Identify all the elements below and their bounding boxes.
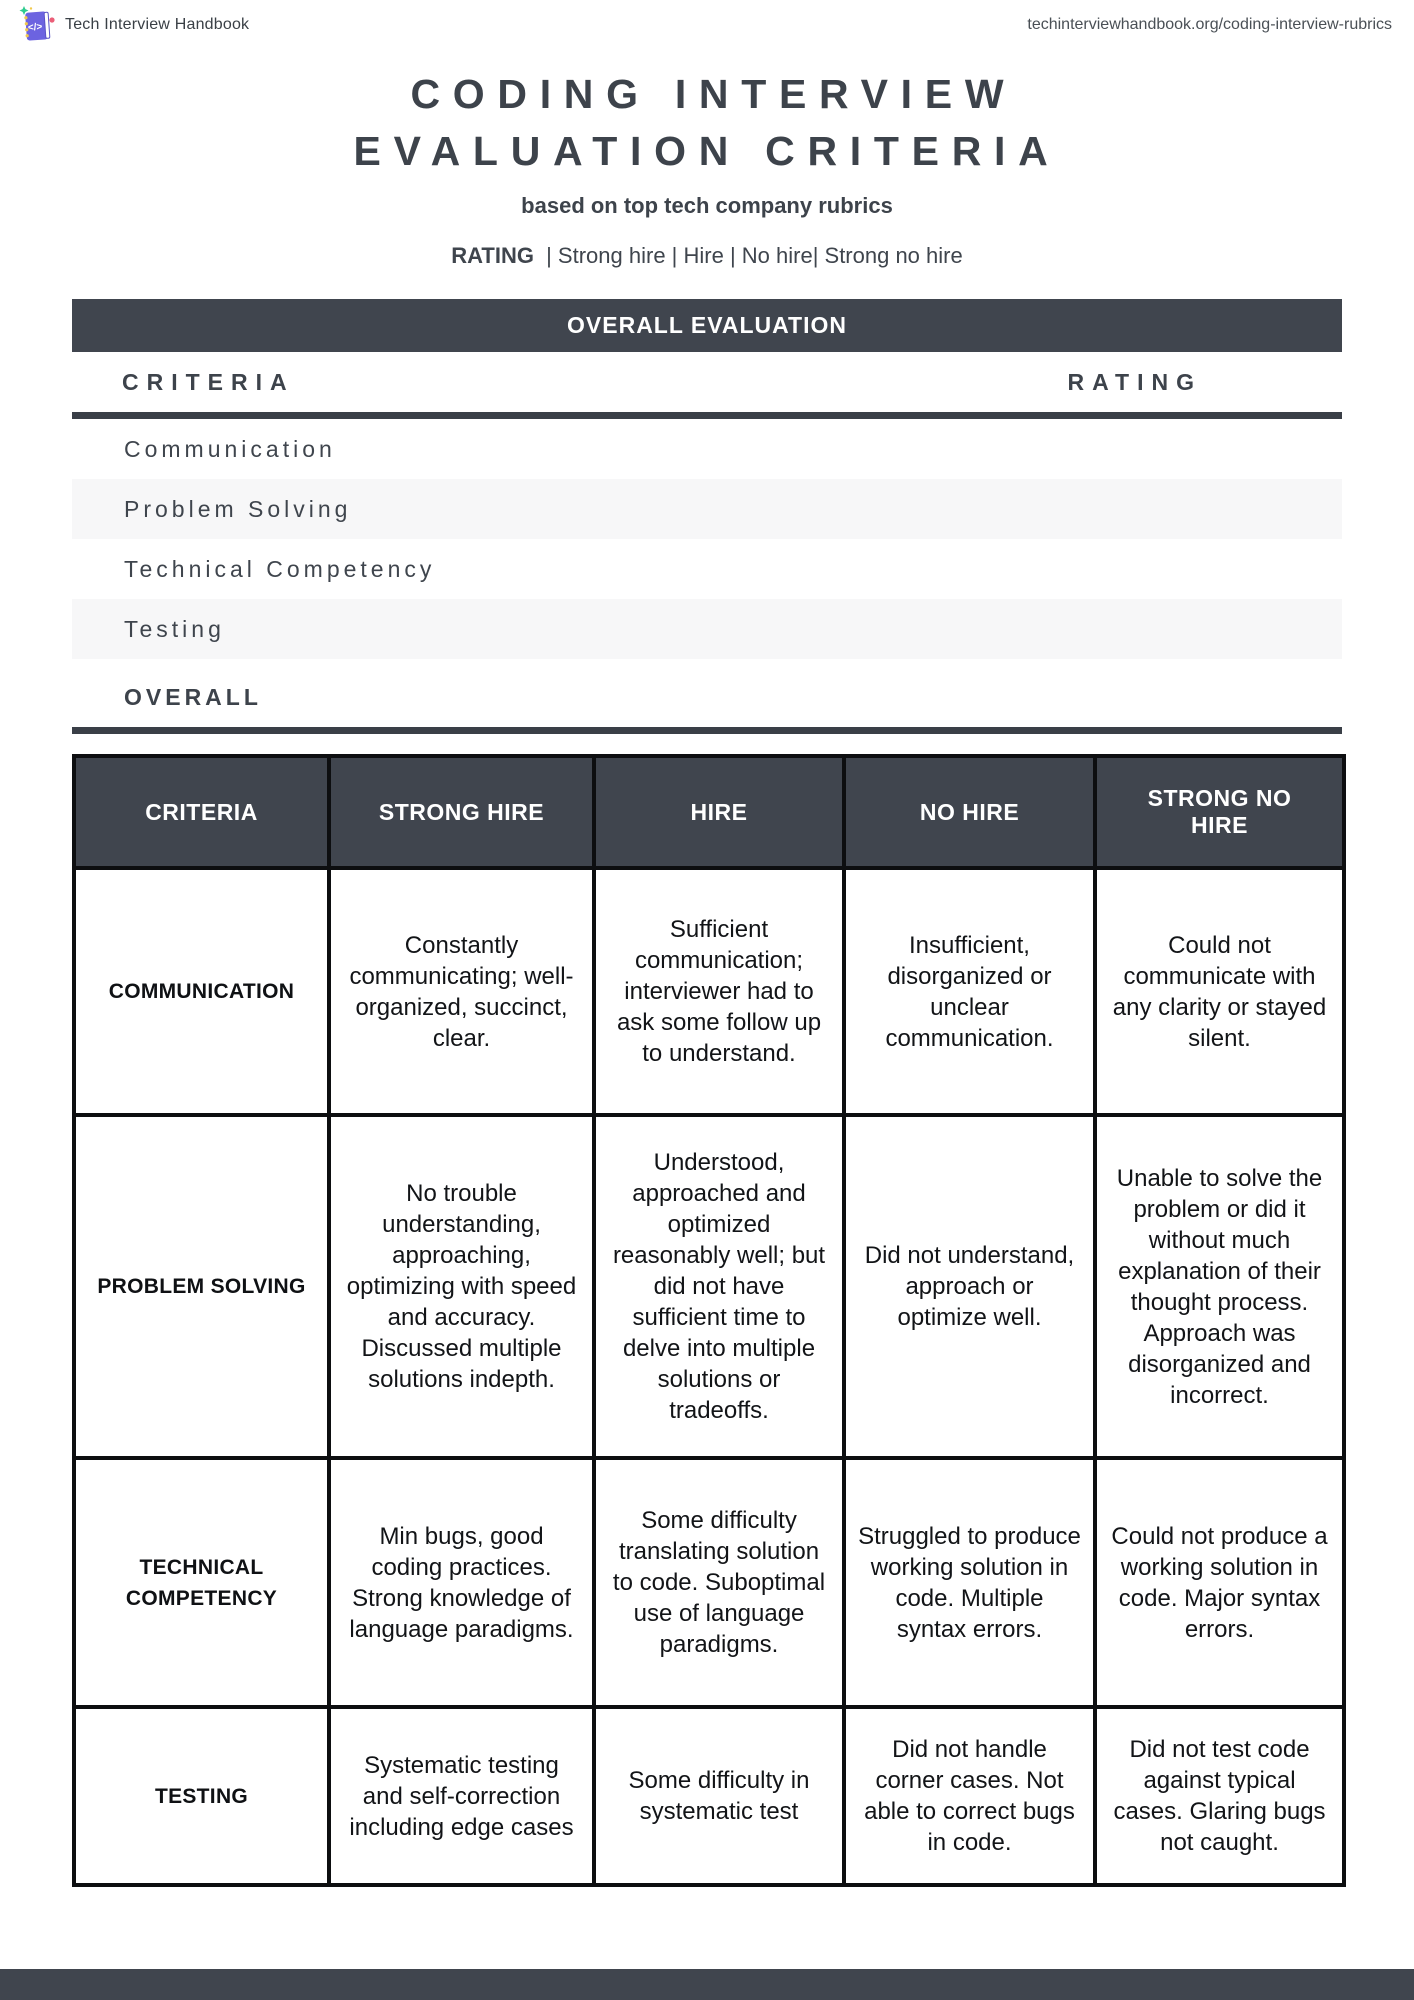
brand-link[interactable]: [18, 4, 249, 46]
title-block: [0, 66, 1414, 269]
overall-row-problem-solving: Problem Solving: [72, 479, 1342, 539]
overall-row-communication: Communication: [124, 435, 336, 462]
footer-bar: [0, 1969, 1414, 2000]
title-line-1: CODING INTERVIEW: [410, 71, 1017, 117]
rubric-table: [72, 754, 1346, 1887]
header-no-hire: NO HIRE: [844, 756, 1095, 868]
cell-no-hire: Did not handle corner cases. Not able to correct bugs in code.: [844, 1707, 1095, 1885]
header-criteria: CRITERIA: [74, 756, 329, 868]
cell-strong-no-hire: Could not communicate with any clarity or stayed silent.: [1095, 868, 1344, 1115]
row-label: TESTING: [74, 1707, 329, 1885]
page-title: [0, 66, 1414, 179]
cell-no-hire: Struggled to produce working solution in code. Multiple syntax errors.: [844, 1458, 1095, 1707]
site-url[interactable]: techinterviewhandbook.org/coding-interview-rubrics: [1027, 16, 1392, 33]
cell-strong-hire: No trouble understanding, approaching, optimizing with speed and accuracy. Discussed multiple solutions indepth.: [329, 1115, 594, 1458]
book-logo-icon: [18, 4, 56, 46]
cell-strong-hire: Constantly communicating; well-organized, succinct, clear.: [329, 868, 594, 1115]
rating-column-label: RATING: [1067, 368, 1202, 395]
cell-strong-no-hire: Did not test code against typical cases. Glaring bugs not caught.: [1095, 1707, 1344, 1885]
divider-rule-bottom: [72, 727, 1342, 734]
header-strong-hire: STRONG HIRE: [329, 756, 594, 868]
overall-columns-header: [72, 352, 1342, 412]
overall-row-testing: Testing: [72, 599, 1342, 659]
rubric-header-row: [74, 756, 1344, 868]
svg-text:</>: </>: [27, 21, 43, 34]
top-bar: [0, 0, 1414, 50]
header-strong-no-hire: STRONG NO HIRE: [1095, 756, 1344, 868]
cell-hire: Some difficulty in systematic test: [594, 1707, 844, 1885]
cell-strong-no-hire: Unable to solve the problem or did it without much explanation of their thought process. Approach was disorganized and incorrect.: [1095, 1115, 1344, 1458]
cell-hire: Some difficulty translating solution to code. Suboptimal use of language paradigms.: [594, 1458, 844, 1707]
cell-strong-hire: Systematic testing and self-correction including edge cases: [329, 1707, 594, 1885]
rubric-row-communication: [74, 868, 1344, 1115]
cell-no-hire: Insufficient, disorganized or unclear communication.: [844, 868, 1095, 1115]
overall-evaluation-section: [72, 299, 1342, 734]
cell-hire: Sufficient communication; interviewer had to ask some follow up to understand.: [594, 868, 844, 1115]
rating-legend-label: RATING: [451, 243, 534, 269]
rubric-row-technical-competency: [74, 1458, 1344, 1707]
section-header-bar: OVERALL EVALUATION: [72, 299, 1342, 352]
header-hire: HIRE: [594, 756, 844, 868]
overall-total-row: OVERALL: [124, 683, 262, 710]
cell-no-hire: Did not understand, approach or optimize well.: [844, 1115, 1095, 1458]
divider-rule-top: [72, 412, 1342, 419]
rating-legend-values: | Strong hire | Hire | No hire| Strong no hire: [546, 243, 963, 269]
rubric-row-problem-solving: [74, 1115, 1344, 1458]
brand-name: Tech Interview Handbook: [65, 16, 250, 33]
overall-row-technical-competency: Technical Competency: [124, 555, 436, 582]
rubric-row-testing: [74, 1707, 1344, 1885]
title-line-2: EVALUATION CRITERIA: [353, 127, 1061, 174]
row-label: PROBLEM SOLVING: [74, 1115, 329, 1458]
rating-legend: [0, 243, 1414, 269]
cell-strong-no-hire: Could not produce a working solution in code. Major syntax errors.: [1095, 1458, 1344, 1707]
cell-strong-hire: Min bugs, good coding practices. Strong knowledge of language paradigms.: [329, 1458, 594, 1707]
criteria-column-label: CRITERIA: [122, 368, 295, 395]
row-label: COMMUNICATION: [74, 868, 329, 1115]
row-label: TECHNICAL COMPETENCY: [74, 1458, 329, 1707]
cell-hire: Understood, approached and optimized reasonably well; but did not have sufficient time to delve into multiple solutions or tradeoffs.: [594, 1115, 844, 1458]
subtitle: based on top tech company rubrics: [521, 193, 893, 219]
